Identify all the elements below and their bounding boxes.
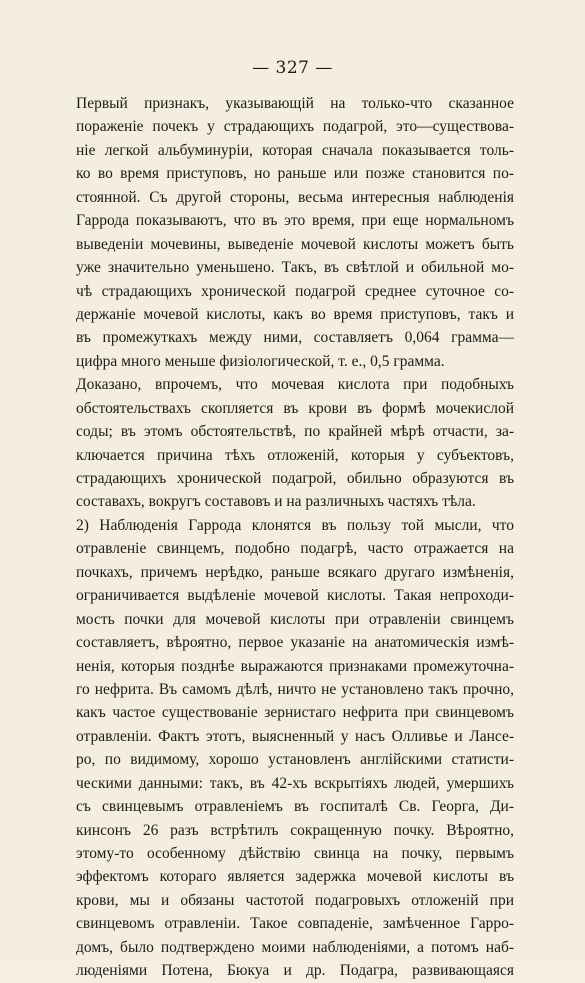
text-line: свинцевомъ отравленіи. Такое совпаденіе, замѣченное Гарро- (76, 915, 514, 933)
text-line: отравленіе свинцемъ, подобно подагрѣ, часто отражается на (76, 540, 514, 558)
text-line: этому-то особенному дѣйствію свинца на почку, первымъ (76, 845, 514, 862)
text-line: го нефрита. Въ самомъ дѣлѣ, ничто не установлено такъ прочно, (76, 680, 514, 698)
text-line: отравленіи. Фактъ этотъ, выясненный у насъ Олливье и Лансе- (76, 727, 514, 745)
body-text (76, 92, 514, 983)
text-line: ненія, которыя позднѣе выражаются признаками промежуточна- (76, 657, 514, 675)
text-line: мость почки для мочевой кислоты при отравленіи свинцемъ (76, 610, 514, 628)
text-line: соды; въ этомъ обстоятельствѣ, по крайней мѣрѣ отчасти, за- (76, 423, 514, 441)
text-line: въ промежуткахъ между ними, составляетъ 0,064 грамма— (76, 329, 514, 347)
text-line: Первый признакъ, указывающій на только-что сказанное (76, 95, 514, 112)
text-line: обстоятельствахъ скопляется въ крови въ формѣ мочекислой (76, 399, 514, 417)
text-line: составляетъ, вѣроятно, первое указаніе на анатомическія измѣ- (76, 634, 514, 652)
text-line: эффектомъ котораго является задержка мочевой кислоты въ (76, 868, 514, 886)
text-line: цифра много меньше физіологической, т. е., 0,5 грамма. (76, 352, 445, 370)
text-line: люденіями Потена, Бюкуа и др. Подагра, развивающаяся (76, 962, 514, 980)
text-line: держаніе мочевой кислоты, какъ во время приступовъ, такъ и (76, 305, 514, 323)
text-line: стоянной. Съ другой стороны, весьма интересныя наблюденія (76, 188, 514, 206)
text-line: ніе легкой альбуминуріи, которая сначала показывается толь- (76, 141, 514, 159)
text-line: какъ частое существованіе зернистаго нефрита при свинцевомъ (76, 704, 514, 722)
text-line: ро, по видимому, хорошо установленъ англійскими статисти- (76, 751, 514, 769)
text-line: ключается причина тѣхъ отложеній, которыя у субъектовъ, (76, 446, 514, 464)
text-line: кинсонъ 26 разъ встрѣтилъ сокращенную почку. Вѣроятно, (76, 821, 514, 839)
text-line: Доказано, впрочемъ, что мочевая кислота при подобныхъ (76, 376, 514, 394)
text-line: составахъ, вокругъ составовъ и на различныхъ частяхъ тѣла. (76, 493, 476, 511)
text-line: почкахъ, причемъ нерѣдко, раньше всякаго другаго измѣненія, (76, 563, 514, 581)
text-line: уже значительно уменьшено. Такъ, въ свѣтлой и обильной мо- (76, 259, 514, 277)
text-line: 2) Наблюденія Гаррода клонятся въ пользу той мысли, что (76, 516, 514, 534)
text-line: страдающихъ хронической подагрой, обильно образуются въ (76, 470, 514, 487)
text-line: съ свинцевымъ отравленіемъ въ госпиталѣ Св. Георга, Ди- (76, 798, 514, 816)
text-line: домъ, было подтверждено моими наблюденіями, а потомъ наб- (76, 938, 514, 956)
text-line: Гаррода показываютъ, что въ это время, при еще нормальномъ (76, 212, 514, 230)
text-line: ческими данными: такъ, въ 42-хъ вскрытіяхъ людей, умершихъ (76, 774, 514, 792)
text-line: крови, мы и обязаны частотой подагровыхъ отложеній при (76, 891, 514, 909)
text-line: выведеніи мочевины, выведеніе мочевой кислоты можетъ быть (76, 235, 514, 253)
text-line: ко во время приступовъ, но раньше или позже становится по- (76, 165, 514, 183)
page-number: — 327 — (252, 58, 333, 78)
text-line: чѣ страдающихъ хронической подагрой среднее суточное со- (76, 282, 514, 300)
text-line: пораженіе почекъ у страдающихъ подагрой, это—существова- (76, 118, 514, 136)
text-line: ограничивается выдѣленіе мочевой кислоты. Такая непроходи- (76, 587, 514, 605)
